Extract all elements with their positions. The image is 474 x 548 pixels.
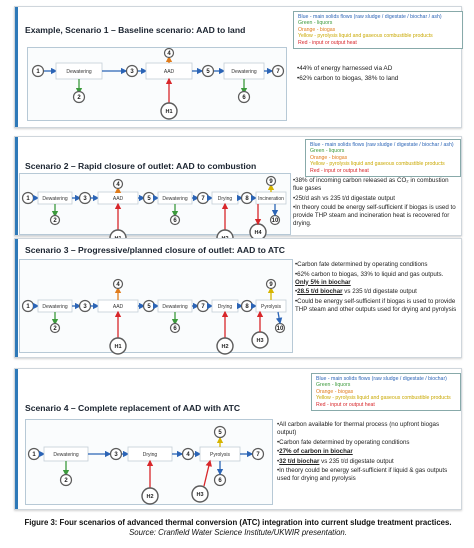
process-label: Pyrolysis <box>209 452 231 458</box>
bullet-text: vs 235 t/d digestate output <box>319 457 394 465</box>
caption-source: Source: Cranfield Water Science Institute/UKWIR presentation. <box>129 528 347 537</box>
stream-node-label: 4 <box>116 182 120 189</box>
process-label: Incineration <box>258 196 284 202</box>
scenario2-panel <box>14 136 462 236</box>
scenario4-bullets <box>277 421 457 485</box>
legend-entry: Blue - main solids flows (raw sludge / digestate / biochar / ash) <box>310 142 454 148</box>
stream-node-label: 5 <box>147 304 151 311</box>
bullet: •Carbon fate determined by operating conditions <box>295 261 428 268</box>
bullet: •27% of carbon in biochar <box>277 448 353 455</box>
legend-entry: Green - liquors <box>298 20 333 27</box>
legend-entry: Blue - main solids flows (raw sludge / digestate / biochar / ash) <box>298 14 442 20</box>
bullet: •In theory could be energy self-sufficient if liquid & gas outputs used for drying and pyrolysis <box>277 467 448 482</box>
bullet: •32 t/d biochar vs 235 t/d digestate output <box>277 457 394 465</box>
legend-entry: Orange - biogas <box>310 154 348 161</box>
stream-node-label: 6 <box>173 326 177 333</box>
stream-node-label: 9 <box>269 179 273 186</box>
stream-node-label: 7 <box>276 69 280 76</box>
figure-caption <box>10 518 466 538</box>
process-label: Pyrolysis <box>260 304 282 310</box>
flow-diagram <box>19 173 291 235</box>
stream-node-label: 10 <box>276 326 284 333</box>
stream-node-label: 6 <box>173 218 177 225</box>
heat-node-label: H2 <box>221 344 229 350</box>
heat-node-label: H1 <box>165 109 173 115</box>
scenario1-title: Example, Scenario 1 – Baseline scenario: AAD to land <box>25 25 246 35</box>
stream-node-label: 5 <box>218 430 222 437</box>
heat-node-label: H1 <box>114 344 122 350</box>
scenario3-title: Scenario 3 – Progressive/planned closure of outlet: AAD to ATC <box>25 245 285 255</box>
legend-entry: Yellow - pyrolysis liquid and gaseous combustible products <box>316 395 451 402</box>
legend-entry: Green - liquors <box>310 148 345 155</box>
process-label: Dewatering <box>162 196 188 202</box>
flow-diagram <box>25 419 273 505</box>
stream-node-label: 1 <box>36 69 40 76</box>
process-label: Dewatering <box>231 69 257 75</box>
scenario1-panel <box>14 6 462 128</box>
bullet: •38% of incoming carbon released as CO₂ in combustion flue gases <box>293 177 449 192</box>
scenario2-flow-svg <box>20 174 290 234</box>
process-label: Drying <box>217 304 233 310</box>
process-label: Dewatering <box>53 452 79 458</box>
flow-diagram <box>19 259 293 353</box>
legend-box <box>305 139 461 177</box>
stream-node-label: 2 <box>53 218 57 225</box>
bullet: •Could be energy self-sufficient if biogas is used to provide THP steam and other outputs used for drying and pyrolysis <box>295 297 457 313</box>
legend-entry: Orange - biogas <box>298 26 336 33</box>
stream-node-label: 4 <box>167 51 171 58</box>
bullet: •In theory could be energy self-sufficient if biogas is used to provide THP steam and incineration heat is recovered for drying. <box>293 204 456 227</box>
scenario3-bullets <box>295 261 457 315</box>
scenario3-panel <box>14 238 462 358</box>
stream-node-label: 1 <box>26 304 30 311</box>
scenario2-title: Scenario 2 – Rapid closure of outlet: AAD to combustion <box>25 161 257 171</box>
legend-entry: Blue - main solids flows (raw sludge / digestate / biochar) <box>316 376 447 382</box>
stream-node-label: 4 <box>186 452 190 459</box>
legend-entry: Red - input or output heat <box>316 401 375 408</box>
legend-entry: Red - input or output heat <box>298 39 357 46</box>
process-label: AAD <box>163 69 175 75</box>
stream-node-label: 4 <box>116 282 120 289</box>
stream-node-label: 2 <box>77 95 81 102</box>
scenario2-bullets <box>293 177 457 230</box>
stream-node-label: 9 <box>269 282 273 289</box>
stream-node-label: 7 <box>256 452 260 459</box>
process-label: Dewatering <box>42 304 68 310</box>
stream-node-label: 2 <box>53 326 57 333</box>
stream-node-label: 6 <box>218 478 222 485</box>
stream-node-label: 3 <box>130 69 134 76</box>
panel-accent <box>15 137 18 235</box>
legend-box <box>311 373 461 411</box>
scenario4-title: Scenario 4 – Complete replacement of AAD with ATC <box>25 403 241 413</box>
process-label: Drying <box>217 196 233 202</box>
stream-node-label: 7 <box>201 196 205 203</box>
flow-arrow <box>204 461 210 486</box>
process-label: AAD <box>112 304 124 310</box>
stream-node-label: 3 <box>114 452 118 459</box>
process-label: Dewatering <box>162 304 188 310</box>
panel-accent <box>15 239 18 357</box>
stream-node-label: 10 <box>271 218 279 225</box>
stream-node-label: 8 <box>245 196 249 203</box>
stream-node-label: 1 <box>32 452 36 459</box>
heat-node-label: H3 <box>196 492 204 498</box>
stream-node-label: 3 <box>83 304 87 311</box>
bullet-text: •62% carbon to biogas, 33% to liquid and gas outputs. <box>295 270 444 278</box>
heat-node-label: H4 <box>254 230 262 236</box>
heat-node-label: H2 <box>146 494 154 500</box>
scenario4-panel <box>14 368 462 510</box>
stream-node-label: 8 <box>245 304 249 311</box>
process-label: Dewatering <box>66 69 92 75</box>
process-label: Drying <box>142 452 158 458</box>
legend-box <box>293 11 463 49</box>
stream-node-label: 5 <box>206 69 210 76</box>
stream-node-label: 1 <box>26 196 30 203</box>
bullet: •44% of energy harnessed via AD <box>297 65 393 72</box>
caption-bold: Figure 3: Four scenarios of advanced thermal conversion (ATC) integration into current sludge treatment practices. <box>24 518 452 527</box>
stream-node-label: 3 <box>83 196 87 203</box>
bullet-text: vs 235 t/d digestate output <box>342 288 417 295</box>
bullet-emphasis: 32 t/d biochar <box>279 457 320 465</box>
flow-diagram <box>27 47 287 121</box>
legend-entry: Yellow - pyrolysis liquid and gaseous combustible products <box>310 161 445 168</box>
stream-node-label: 2 <box>64 478 68 485</box>
legend-entry: Red - input or output heat <box>310 167 369 174</box>
stream-node-label: 6 <box>242 95 246 102</box>
legend-entry: Green - liquors <box>316 382 351 389</box>
bullet: •62% carbon to biogas, 38% to land <box>297 74 399 82</box>
bullet: •28.5 t/d biochar vs 235 t/d digestate output <box>295 288 417 295</box>
stream-node-label: 5 <box>147 196 151 203</box>
bullet-emphasis: 28.5 t/d biochar <box>297 288 343 295</box>
process-label: Dewatering <box>42 196 68 202</box>
bullet-emphasis: Only 5% in biochar <box>295 278 351 286</box>
scenario1-flow-svg <box>28 48 286 120</box>
bullet: •Carbon fate determined by operating conditions <box>277 438 410 446</box>
legend-entry: Yellow - pyrolysis liquid and gaseous combustible products <box>298 33 433 40</box>
bullet: •25t/d ash vs 235 t/d digestate output <box>293 194 395 202</box>
scenario3-flow-svg <box>20 260 292 352</box>
panel-accent <box>15 7 18 127</box>
scenario4-flow-svg <box>26 420 272 504</box>
flow-arrow <box>278 312 280 323</box>
panel-accent <box>15 369 18 509</box>
bullet-emphasis: 27% of carbon in biochar <box>279 448 353 455</box>
bullet <box>295 271 457 287</box>
legend-entry: Orange - biogas <box>316 388 354 395</box>
scenario1-bullets <box>297 65 455 85</box>
heat-node-label: H3 <box>256 338 264 344</box>
bullet: •All carbon available for thermal process (no upfront biogas output) <box>277 421 440 436</box>
process-label: AAD <box>112 196 124 202</box>
stream-node-label: 7 <box>201 304 205 311</box>
